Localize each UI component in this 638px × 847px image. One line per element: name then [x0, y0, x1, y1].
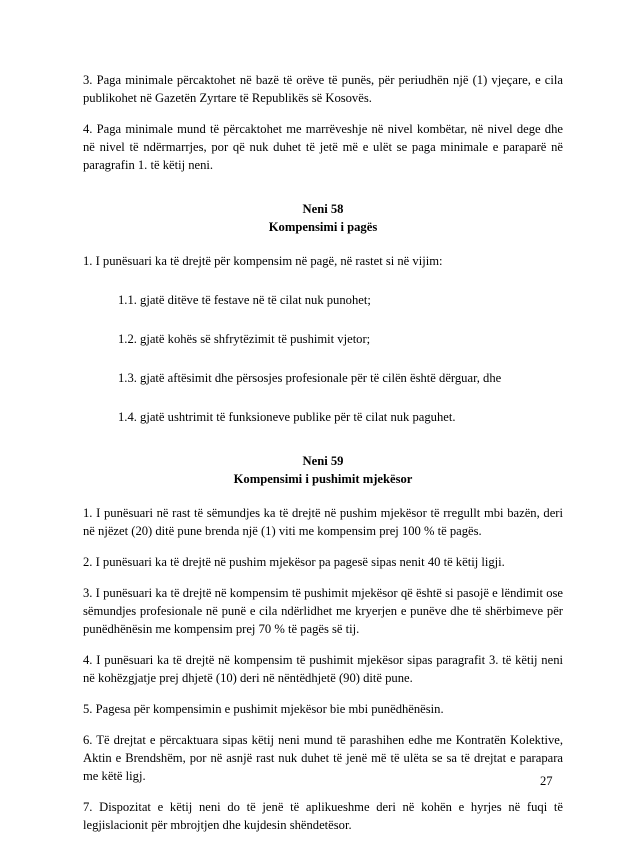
article-59-paragraph: 2. I punësuari ka të drejtë në pushim mjekësor pa pagesë sipas nenit 40 të këtij ligji.: [83, 555, 505, 569]
article-58-heading: [83, 200, 563, 236]
list-item: 1.4. gjatë ushtrimit të funksioneve publike për të cilat nuk paguhet.: [118, 410, 456, 424]
page-number: 27: [540, 774, 553, 788]
article-59-paragraph: 3. I punësuari ka të drejtë në kompensim të pushimit mjekësor që është si pasojë e lëndimit ose sëmundjes profesionale në punë e cila ndërlidhet me kryerjen e punëve dhe të shërbimeve për punëdhënësin me kompensim prej 70 % të pagës së tij.: [83, 586, 563, 636]
article-58-list: [83, 291, 563, 426]
article-58-number: Neni 58: [302, 202, 344, 216]
paragraph-4: 4. Paga minimale mund të përcaktohet me marrëveshje në nivel kombëtar, në nivel dege dhe në nivel të ndërmarrjes, por që nuk duhet të jetë më e ulët se paga minimale e paraparë në paragrafin 1. të këtij neni.: [83, 122, 563, 172]
list-item: 1.2. gjatë kohës së shfrytëzimit të pushimit vjetor;: [118, 332, 371, 346]
article-59-paragraph: 6. Të drejtat e përcaktuara sipas këtij neni mund të parashihen edhe me Kontratën Kolektive, Aktin e Brendshëm, por në asnjë rast nuk duhet të jenë më të ulëta se sa të drejtat e parapara me këtë ligj.: [83, 733, 563, 783]
list-item: 1.1. gjatë ditëve të festave në të cilat nuk punohet;: [118, 293, 371, 307]
article-58-title: Kompensimi i pagës: [268, 220, 378, 234]
article-58-lead: 1. I punësuari ka të drejtë për kompensim në pagë, në rastet si në vijim:: [83, 254, 443, 268]
page-content: [83, 71, 563, 847]
paragraph-3: 3. Paga minimale përcaktohet në bazë të orëve të punës, për periudhën një (1) vjeçare, e cila publikohet në Gazetën Zyrtare të Republikës së Kosovës.: [83, 73, 563, 105]
article-59-paragraph: 1. I punësuari në rast të sëmundjes ka të drejtë në pushim mjekësor të rregullt mbi bazën, deri në njëzet (20) ditë pune brenda një (1) viti me kompensim prej 100 % të pagës.: [83, 506, 563, 538]
article-59-number: Neni 59: [302, 454, 344, 468]
article-59-paragraph: 5. Pagesa për kompensimin e pushimit mjekësor bie mbi punëdhënësin.: [83, 702, 444, 716]
list-item: 1.3. gjatë aftësimit dhe përsosjes profesionale për të cilën është dërguar, dhe: [118, 371, 502, 385]
article-59-title: Kompensimi i pushimit mjekësor: [233, 472, 413, 486]
article-59-paragraph: 7. Dispozitat e këtij neni do të jenë të aplikueshme deri në kohën e hyrjes në fuqi të legjislacionit për mbrojtjen dhe kujdesin shëndetësor.: [83, 800, 563, 832]
article-59-paragraph: 4. I punësuari ka të drejtë në kompensim të pushimit mjekësor sipas paragrafit 3. të këtij neni në kohëzgjatje prej dhjetë (10) deri në nëntëdhjetë (90) ditë pune.: [83, 653, 563, 685]
article-59-heading: [83, 452, 563, 488]
